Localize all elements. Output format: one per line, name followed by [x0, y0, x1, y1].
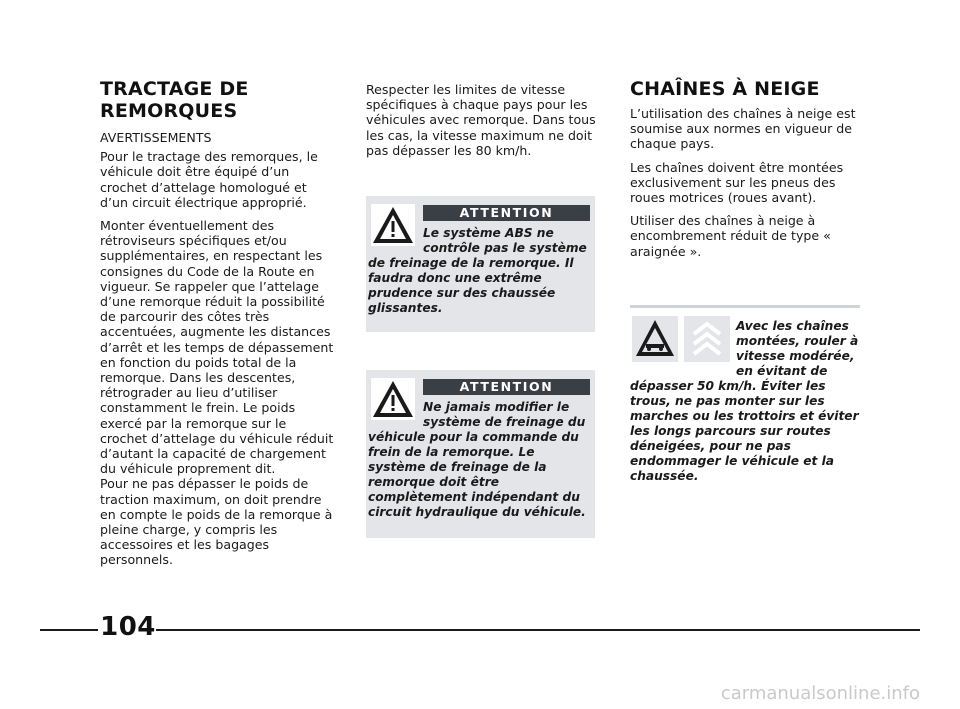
tip-text: Avec les chaînes montées, rouler à vitesse modérée, en évitant de dépasser 50 km/h. Éviter les trous, ne pas monter sur les marches ou les trottoirs et éviter les longs parcours sur routes déneigées, pour ne pas endommager le véhicule et la chaussée.	[630, 319, 859, 483]
attention-box-abs	[366, 196, 595, 332]
road-warning-icon	[632, 316, 678, 362]
snow-chains-paragraph-2: Les chaînes doivent être montées exclusivement sur les pneus des roues motrices (roues avant).	[630, 159, 844, 206]
towing-paragraph-2: Monter éventuellement des rétroviseurs spécifiques et/ou supplémentaires, en respectant les consignes du Code de la Route en vigueur. Se rappeler que l’attelage d’une remorque réduit la possibilité de parcourir des côtes très accentuées, augmente les distances d’arrêt et les temps de dépassement en fonction du poids total de la remorque. Dans les descentes, rétrograder au lieu d’utiliser constamment le frein. Le poids exercé par la remorque sur le crochet d’attelage du véhicule réduit d’autant la capacité de chargement du véhicule proprement dit.	[100, 218, 334, 477]
towing-column	[100, 78, 335, 576]
snow-chains-column	[630, 78, 860, 267]
attention-box-brakes	[366, 370, 595, 538]
snow-chains-title: CHAÎNES À NEIGE	[630, 78, 820, 100]
page-footer	[40, 612, 920, 642]
page-number: 104	[100, 612, 156, 642]
snow-chains-tip	[630, 305, 860, 484]
tip-icons	[630, 316, 730, 368]
warnings-subtitle: AVERTISSEMENTS	[100, 130, 212, 145]
towing-paragraph-3: Pour ne pas dépasser le poids de traction maximum, on doit prendre en compte le poids de la remorque à pleine charge, y compris les accessoires et les bagages personnels.	[100, 476, 333, 568]
attention-text: Ne jamais modifier le système de freinage du véhicule pour la commande du frein de la remorque. Le système de freinage de la remorque doit être complètement indépendant du circuit hydraulique du véhicule.	[368, 400, 586, 519]
snow-chains-paragraph-3: Utiliser des chaînes à neige à encombrement réduit de type « araignée ».	[630, 213, 831, 259]
speed-column	[366, 82, 596, 166]
attention-label: ATTENTION	[423, 205, 590, 221]
chevrons-up-icon	[684, 316, 730, 362]
towing-paragraph-1: Pour le tractage des remorques, le véhicule doit être équipé d’un crochet d’attelage homologué et d’un circuit électrique approprié.	[100, 149, 318, 210]
attention-text: Le système ABS ne contrôle pas le système de freinage de la remorque. Il faudra donc une extrême prudence sur des chaussée glissantes.	[368, 226, 587, 315]
snow-chains-paragraph-1: L’utilisation des chaînes à neige est soumise aux normes en vigueur de chaque pays.	[630, 106, 856, 152]
speed-paragraph: Respecter les limites de vitesse spécifiques à chaque pays pour les véhicules avec remorque. Dans tous les cas, la vitesse maximum ne doit pas dépasser les 80 km/h.	[366, 82, 596, 158]
watermark: carmanualsonline.info	[720, 683, 920, 704]
towing-title: TRACTAGE DE REMORQUES	[100, 78, 249, 122]
attention-label: ATTENTION	[423, 379, 590, 395]
footer-rule	[156, 629, 920, 631]
footer-rule	[40, 629, 98, 631]
tip-divider	[630, 305, 860, 308]
